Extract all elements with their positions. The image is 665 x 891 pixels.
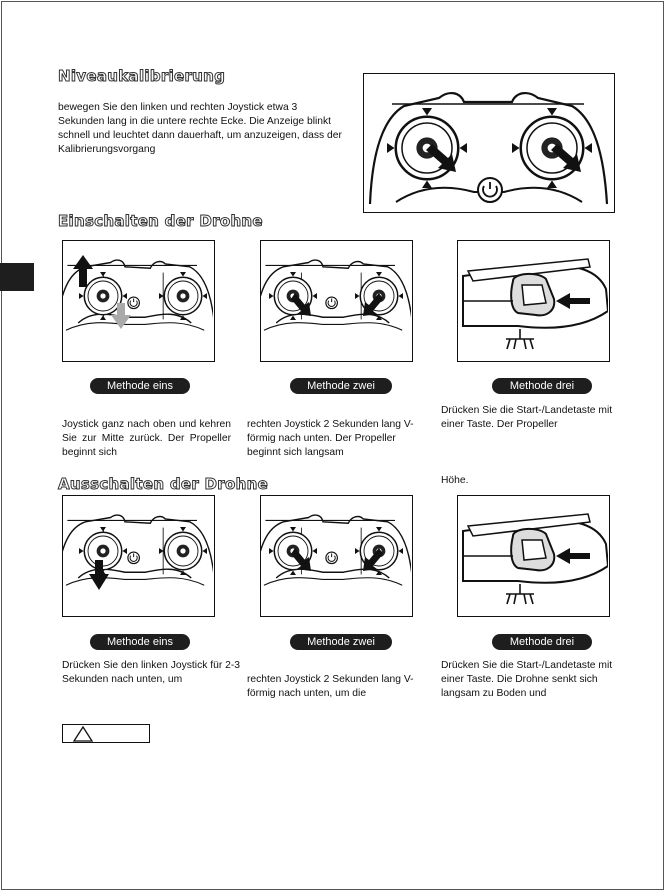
power-on-method-3-text: Drücken Sie die Start-/Landetaste mit einer Taste. Der Propeller (441, 405, 613, 430)
power-on-figure-3 (457, 240, 610, 362)
power-on-title: Einschalten der Drohne (58, 212, 263, 230)
power-on-method-2-text: rechten Joystick 2 Sekunden lang V-förmig nach unten. Der Propeller beginnt sich langsam (247, 419, 414, 458)
power-on-method-1-text: Joystick ganz nach oben und kehren Sie zur Mitte zurück. Der Propeller beginnt sich (62, 419, 231, 458)
power-off-method-3-text: Drücken Sie die Start-/Landetaste mit einer Taste. Die Drohne senkt sich langsam zu Boden und (441, 660, 613, 699)
power-on-method-1-label: Methode eins (90, 378, 190, 394)
power-off-method-1-text: Drücken Sie den linken Joystick für 2-3 Sekunden nach unten, um (62, 660, 240, 685)
calibration-figure (363, 73, 615, 213)
warning-triangle-icon (71, 725, 95, 743)
power-off-title: Ausschalten der Drohne (58, 475, 269, 493)
power-on-method-3-extra: Höhe. (441, 475, 469, 486)
power-off-figure-2 (260, 495, 413, 617)
power-off-method-1-label: Methode eins (90, 634, 190, 650)
power-off-method-3-label: Methode drei (492, 634, 592, 650)
power-off-figure-3 (457, 495, 610, 617)
power-off-method-2-label: Methode zwei (290, 634, 392, 650)
calibration-title: Niveaukalibrierung (58, 67, 226, 85)
power-on-method-2-label: Methode zwei (290, 378, 392, 394)
power-on-figure-2 (260, 240, 413, 362)
calibration-text: bewegen Sie den linken und rechten Joystick etwa 3 Sekunden lang in die untere rechte Ecke. Die Anzeige blinkt schnell und leuchtet dann dauerhaft, um anzuzeigen, dass der Kalibrierungsvorgang (58, 102, 342, 155)
power-on-method-3-label: Methode drei (492, 378, 592, 394)
power-off-method-2-text: rechten Joystick 2 Sekunden lang V-förmig nach unten, um die (247, 674, 414, 699)
power-on-figure-1 (62, 240, 215, 362)
warning-box (62, 724, 150, 743)
chapter-tab (0, 263, 34, 291)
power-off-figure-1 (62, 495, 215, 617)
